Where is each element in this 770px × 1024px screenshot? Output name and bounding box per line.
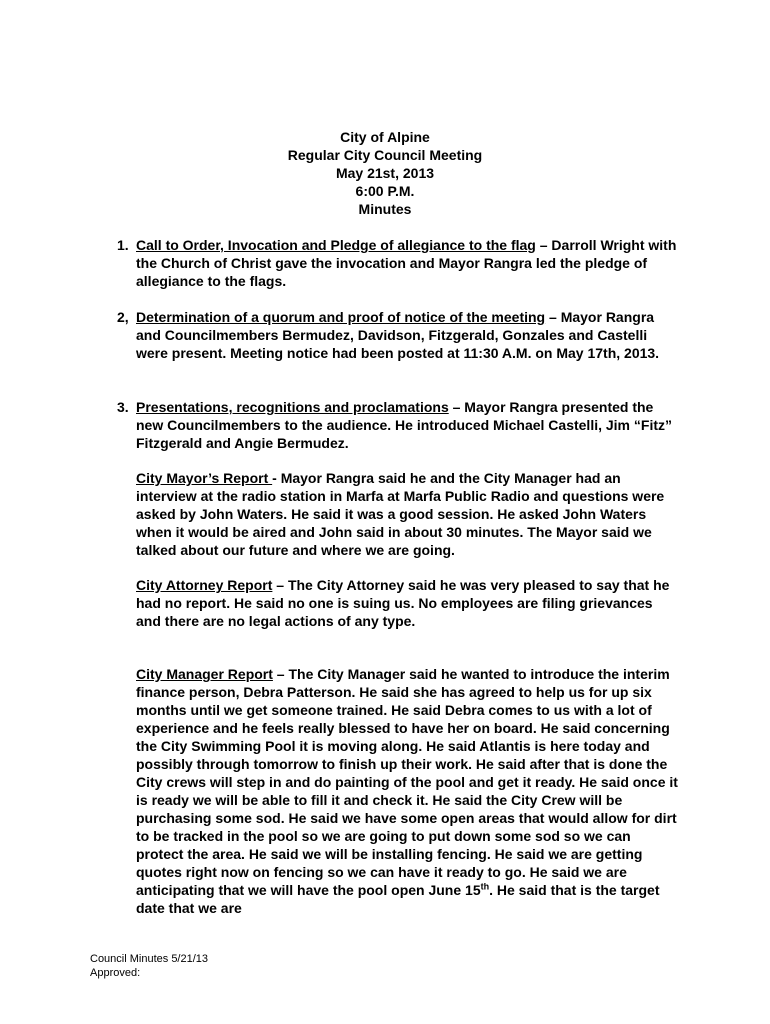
item-number: 3. — [117, 399, 129, 415]
report-heading: City Mayor’s Report — [136, 470, 273, 486]
report-text: – The City Attorney said he was very pleased to say that he had no report. He said no one is suing us. No employees are filing grievances and there are no legal actions of any type. — [136, 577, 670, 629]
item-text: – Mayor Rangra and Councilmembers Bermudez, Davidson, Fitzgerald, Gonzales and Castelli were present. Meeting notice had been posted at 11:30 A.M. on May 17th, 2013. — [136, 309, 660, 361]
item-heading: Presentations, recognitions and proclamations — [136, 399, 449, 415]
report-text: – The City Manager said he wanted to introduce the interim finance person, Debra Patterson. He said she has agreed to help us for up six months until we get someone trained. He said Debra comes to us with a lot of experience and he feels really blessed to have her on board. He said concerning the City Swimming Pool it is moving along. He said Atlantis is here today and possibly through tomorrow to finish up their work. He said after that is done the City crews will step in and do painting of the pool and get it ready. He said once it is ready we will be able to fill it and check it. He said the City Crew will be purchasing some sod. He said we have some open areas that would allow for dirt to be tracked in the pool so we are going to put down some sod so we can protect the area. He said we will be installing fencing. He said we are getting quotes right now on fencing so we can have it ready to go. He said we are anticipating that we will have the pool open June 15 — [136, 666, 678, 898]
city-name: City of Alpine — [340, 129, 430, 145]
agenda-item-2 — [117, 308, 677, 362]
meeting-title: Regular City Council Meeting — [287, 147, 483, 163]
document-header — [0, 128, 770, 218]
item-text: – Darroll Wright with the Church of Christ gave the invocation and Mayor Rangra led the pledge of allegiance to the flags. — [136, 237, 677, 289]
document-type: Minutes — [358, 201, 412, 217]
item-body — [136, 308, 677, 362]
agenda-item-1 — [117, 236, 677, 290]
report-heading: City Attorney Report — [136, 577, 273, 593]
item-body — [136, 236, 677, 290]
item-heading: Call to Order, Invocation and Pledge of allegiance to the flag — [136, 237, 536, 253]
meeting-time: 6:00 P.M. — [355, 183, 415, 199]
footer-minutes-date: Council Minutes 5/21/13 — [90, 953, 209, 965]
item-number: 2, — [117, 309, 129, 325]
agenda-item-3 — [117, 398, 677, 452]
footer-approved: Approved: — [90, 967, 141, 979]
mayor-report — [136, 469, 681, 559]
report-heading: City Manager Report — [136, 666, 273, 682]
item-heading: Determination of a quorum and proof of notice of the meeting — [136, 309, 546, 325]
manager-report — [136, 665, 681, 917]
ordinal-suffix: th — [480, 881, 490, 892]
page-footer — [90, 952, 208, 980]
item-text: – Mayor Rangra presented the new Councilmembers to the audience. He introduced Michael Castelli, Jim “Fitz” Fitzgerald and Angie Bermudez. — [136, 399, 672, 451]
item-body — [136, 398, 677, 452]
report-text-end: . He said that is the target date that we are — [136, 882, 660, 916]
attorney-report — [136, 576, 681, 630]
item-number: 1. — [117, 237, 129, 253]
meeting-date: May 21st, 2013 — [335, 165, 435, 181]
report-text: - Mayor Rangra said he and the City Manager had an interview at the radio station in Marfa at Marfa Public Radio and questions were asked by John Waters. He said it was a good session. He asked John Waters when it would be aired and John said in about 30 minutes. The Mayor said we talked about our future and where we are going. — [136, 470, 665, 558]
